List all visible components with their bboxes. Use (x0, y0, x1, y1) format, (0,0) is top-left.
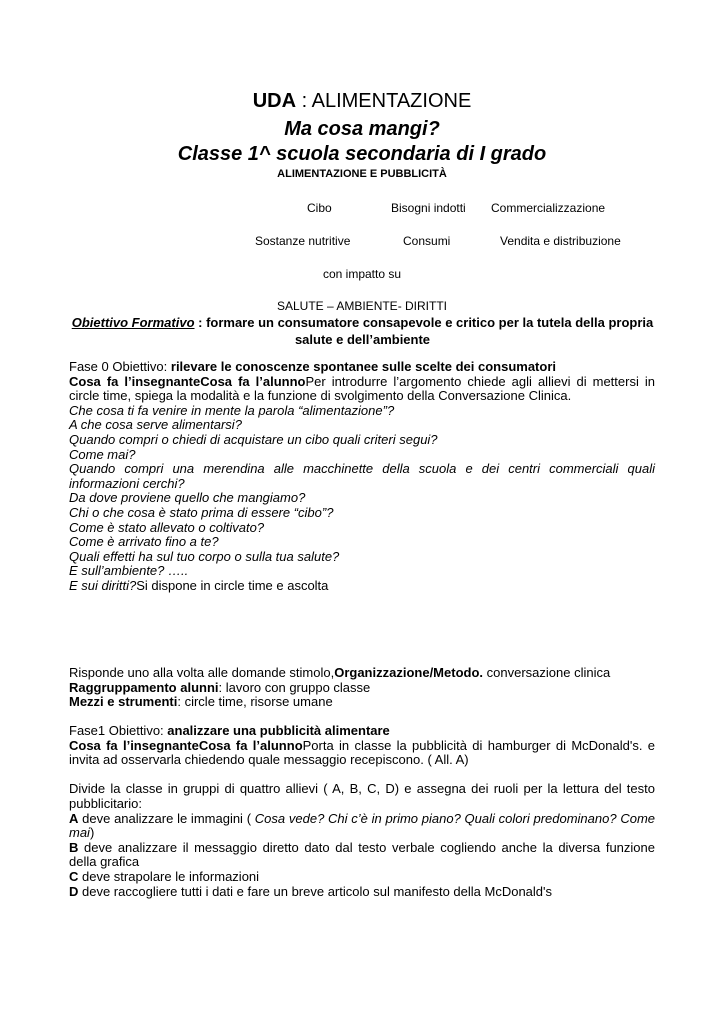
fase0-intro-text: Per introdurre l’argomento chiede agli allievi di mettersi in circle time, spiega la modalità e la funzione di svolgimento della Conversazione Clinica. (69, 373, 655, 404)
org-value: conversazione clinica (483, 665, 611, 680)
group-line (69, 681, 655, 696)
reply-text: Risponde uno alla volta alle domande stimolo, (69, 665, 335, 680)
uda-title (0, 89, 724, 113)
role-item (69, 885, 655, 900)
question-item: Quando compri o chiedi di acquistare un cibo quali criteri segui? (69, 431, 438, 447)
question-item: Quali effetti ha sul tuo corpo o sulla tua salute? (69, 548, 340, 564)
role-item (69, 870, 655, 885)
class-title: Classe 1^ scuola secondaria di I grado (177, 143, 547, 165)
question-item: Come è stato allevato o coltivato? (69, 519, 265, 535)
role-italic: Cosa vede? Chi c’è in primo piano? Quali colori predominano? Come mai (69, 810, 655, 841)
organizzazione-section (69, 666, 655, 710)
keyword-cibo: Cibo (307, 201, 332, 215)
group-value: : lavoro con gruppo classe (218, 679, 371, 695)
fase0-teacher-label: Cosa fa l’insegnante (69, 373, 201, 389)
question-item: Come mai? (69, 446, 136, 462)
fase0-heading (69, 360, 655, 375)
question-item: E sui diritti? (69, 577, 137, 593)
keyword-commercializzazione: Commercializzazione (491, 201, 606, 215)
fase0-goal: rilevare le conoscenze spontanee sulle scelte dei consumatori (170, 359, 556, 374)
role-post: ) (89, 825, 95, 841)
role-text: deve strapolare le informazioni (78, 868, 260, 884)
role-text: deve analizzare il messaggio diretto dato dal testo verbale cogliendo anche la diversa funzione della grafica (69, 839, 655, 870)
keyword-consumi: Consumi (403, 234, 451, 248)
keyword-vendita: Vendita e distribuzione (500, 234, 621, 248)
fase0-intro (69, 375, 655, 404)
role-text: deve analizzare le immagini ( (78, 810, 255, 826)
fase1-teacher-label: Cosa fa l’insegnante (69, 737, 199, 753)
uda-label: UDA (252, 90, 297, 112)
objective-text: : formare un consumatore consapevole e critico per la tutela della propria salute e dell’ambiente (194, 315, 654, 347)
role-letter: C (69, 868, 79, 884)
role-letter: B (69, 839, 79, 855)
fase1-section (69, 724, 655, 899)
fase1-student-label: Cosa fa l’alunno (198, 737, 303, 753)
question-item: E sull’ambiente? ….. (69, 563, 189, 579)
formative-objective (70, 314, 655, 348)
fase1-intro (69, 739, 655, 768)
fase0-section (69, 360, 655, 594)
means-value: : circle time, risorse umane (177, 694, 333, 710)
role-letter: D (69, 883, 79, 899)
fase0-student-label: Cosa fa l’alunno (200, 373, 306, 389)
role-letter: A (69, 810, 79, 826)
fase1-heading (69, 724, 655, 739)
fase0-after-questions: Si dispone in circle time e ascolta (136, 577, 329, 593)
role-item (69, 812, 655, 841)
means-label: Mezzi e strumenti (69, 694, 178, 710)
fase1-intro-text: Porta in classe la pubblicità di hamburger di McDonald's. e invita ad osservarla chiedendo quale messaggio recepiscono. ( All. A) (69, 737, 655, 768)
fase0-label: Fase 0 Obiettivo: (69, 359, 171, 374)
group-label: Raggruppamento alunni (69, 679, 219, 695)
subtitle: Ma cosa mangi? (284, 118, 440, 140)
objective-label: Obiettivo Formativo (71, 315, 195, 330)
org-label: Organizzazione/Metodo. (334, 665, 484, 680)
question-item: Come è arrivato fino a te? (69, 534, 219, 550)
keyword-sostanze: Sostanze nutritive (255, 234, 351, 248)
question-item: Quando compri una merendina alle macchinette della scuola e dei centri commerciali quali informazioni cerchi? (69, 461, 655, 491)
section-title: ALIMENTAZIONE E PUBBLICITÀ (277, 168, 447, 180)
means-line (69, 695, 655, 710)
fase1-goal: analizzare una pubblicità alimentare (167, 723, 390, 738)
question-item: Chi o che cosa è stato prima di essere “cibo”? (69, 504, 334, 520)
role-item (69, 841, 655, 870)
question-item: Che cosa ti fa venire in mente la parola “alimentazione”? (69, 402, 395, 418)
keyword-bisogni: Bisogni indotti (391, 201, 466, 215)
reply-line (69, 666, 655, 681)
fase1-divide: Divide la classe in gruppi di quattro allievi ( A, B, C, D) e assegna dei ruoli per la lettura del testo pubblicitario: (69, 781, 655, 811)
uda-topic: : ALIMENTAZIONE (296, 90, 472, 112)
fase1-label: Fase1 Obiettivo: (69, 723, 168, 738)
keyword-areas: SALUTE – AMBIENTE- DIRITTI (276, 299, 448, 313)
question-item: Da dove proviene quello che mangiamo? (69, 490, 306, 506)
question-item: A che cosa serve alimentarsi? (69, 417, 242, 433)
keyword-impact: con impatto su (322, 267, 402, 281)
question-last (69, 579, 655, 594)
role-text: deve raccogliere tutti i dati e fare un breve articolo sul manifesto della McDonald's (78, 883, 553, 899)
